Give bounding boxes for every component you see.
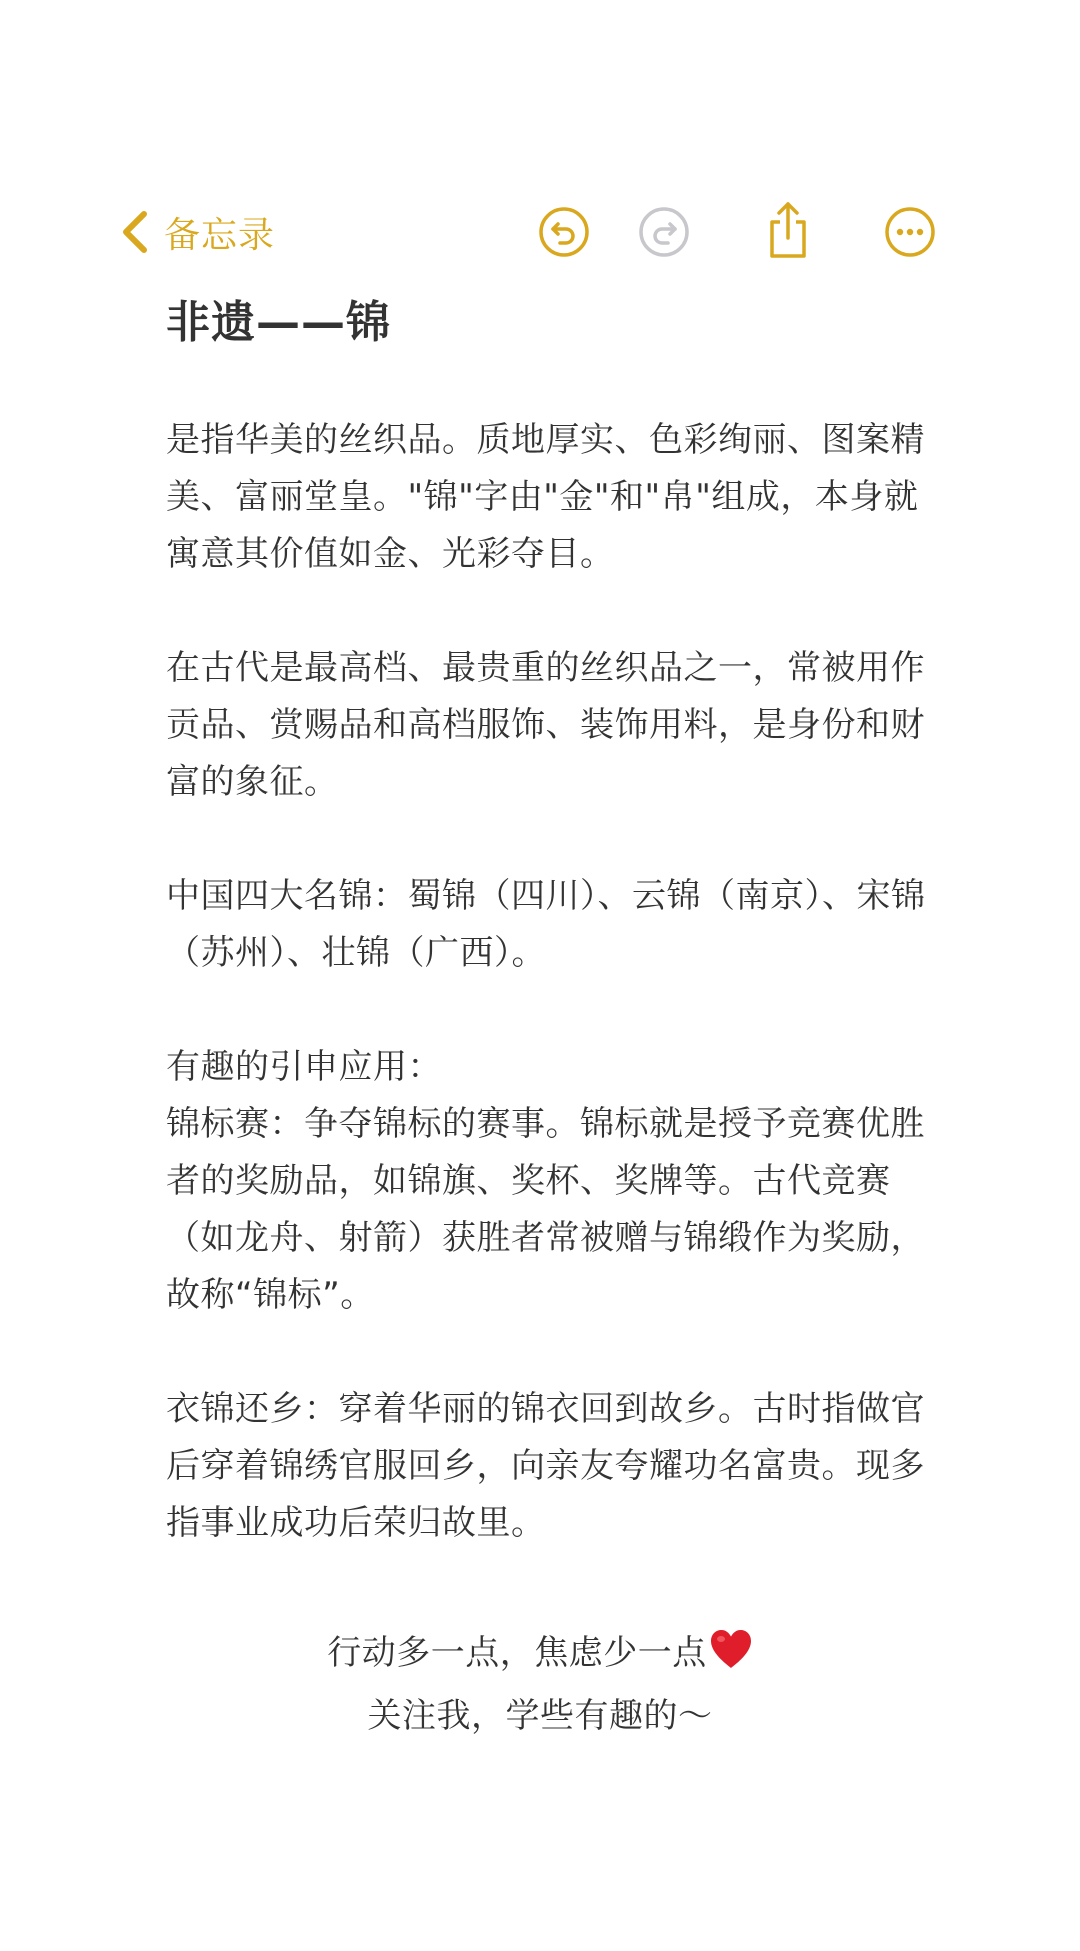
note-fun-item: 锦标赛：争夺锦标的赛事。锦标就是授予竞赛优胜者的奖励品，如锦旗、奖杯、奖牌等。古代竞赛（如龙舟、射箭）获胜者常被赠与锦缎作为奖励，故称“锦标”。: [166, 1104, 925, 1315]
heart-icon: [709, 1628, 753, 1688]
footer-line-2: 关注我，学些有趣的～: [367, 1696, 713, 1736]
undo-icon: [538, 206, 590, 258]
note-footer: [0, 1625, 1080, 1745]
note-fun-heading: 有趣的引申应用：: [166, 1047, 442, 1087]
note-fun-item: 衣锦还乡：穿着华丽的锦衣回到故乡。古时指做官后穿着锦绣官服回乡，向亲友夸耀功名富贵。现多指事业成功后荣归故里。: [166, 1389, 925, 1543]
note-paragraph: 中国四大名锦：蜀锦（四川）、云锦（南京）、宋锦（苏州）、壮锦（广西）。: [166, 876, 926, 973]
navigation-bar: [0, 200, 1080, 264]
note-title: 非遗——锦: [166, 297, 391, 348]
note-paragraph: 在古代是最高档、最贵重的丝织品之一，常被用作贡品、赏赐品和高档服饰、装饰用料，是身份和财富的象征。: [166, 648, 925, 802]
more-button[interactable]: [884, 206, 936, 258]
undo-button[interactable]: [538, 206, 590, 258]
chevron-left-icon: [122, 210, 148, 254]
note-body[interactable]: [166, 290, 926, 1552]
share-icon: [762, 200, 814, 260]
back-button[interactable]: [122, 200, 275, 264]
footer-line-1: [0, 1625, 1080, 1688]
redo-icon: [638, 206, 690, 258]
more-icon: [884, 206, 936, 258]
share-button[interactable]: [762, 200, 814, 260]
footer-text-1: 行动多一点，焦虑少一点: [327, 1633, 707, 1673]
back-label: 备忘录: [164, 214, 276, 256]
note-paragraph: 是指华美的丝织品。质地厚实、色彩绚丽、图案精美、富丽堂皇。"锦"字由"金"和"帛"组成，本身就寓意其价值如金、光彩夺目。: [166, 420, 925, 574]
redo-button[interactable]: [638, 206, 690, 258]
